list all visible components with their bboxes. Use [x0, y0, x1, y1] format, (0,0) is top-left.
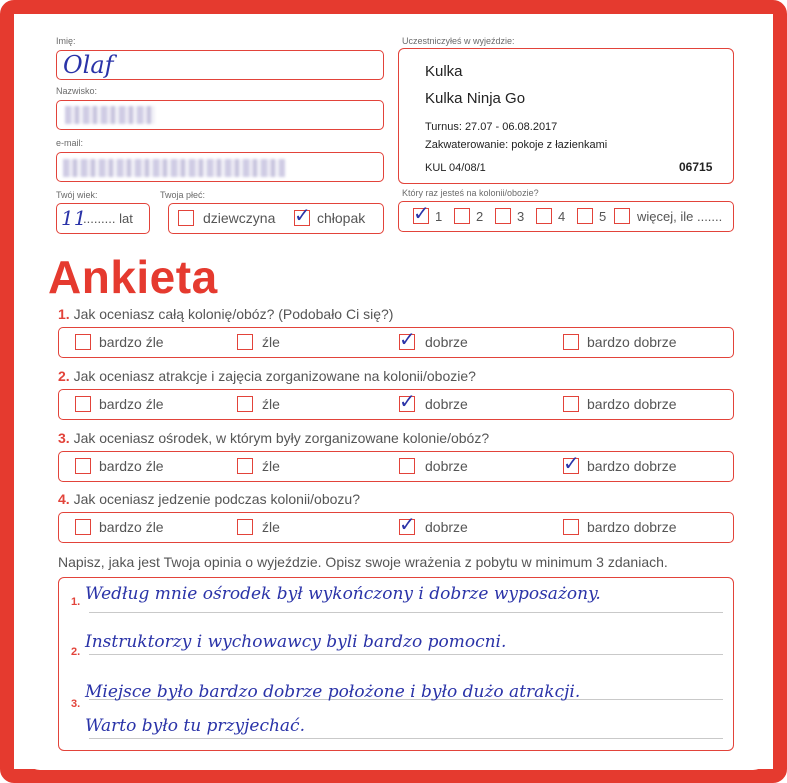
question-number: 1.: [58, 306, 70, 322]
times-option-4: 4: [558, 209, 566, 224]
question-number: 2.: [58, 368, 70, 384]
question-text: Jak oceniasz całą kolonię/obóz? (Podobało Ci się?): [73, 306, 394, 322]
gender-option-girl: dziewczyna: [203, 210, 276, 226]
answer-option-label: bardzo źle: [99, 396, 164, 412]
answer-checkbox[interactable]: [399, 327, 416, 351]
gender-checkbox-boy[interactable]: [294, 203, 311, 227]
answer-option-label: bardzo źle: [99, 458, 164, 474]
answer-checkbox[interactable]: [75, 458, 91, 474]
writing-line: [89, 738, 723, 739]
gender-label: Twoja płeć:: [160, 190, 206, 200]
writing-line: [89, 612, 723, 613]
email-field[interactable]: [56, 152, 384, 182]
opinion-num-3: 3.: [71, 698, 81, 710]
check-mark-icon: ✓: [294, 203, 311, 227]
age-label: Twój wiek:: [56, 190, 98, 200]
answer-checkbox[interactable]: [237, 458, 253, 474]
question-3: [58, 430, 489, 446]
age-value: 11: [61, 206, 87, 230]
writing-line: [89, 654, 723, 655]
age-suffix: ......... lat: [83, 211, 133, 226]
answer-checkbox[interactable]: [399, 389, 416, 413]
times-field: [398, 201, 734, 232]
times-checkbox-more[interactable]: [614, 208, 630, 224]
age-field[interactable]: [56, 203, 150, 234]
answer-row-2: [58, 389, 734, 420]
answer-checkbox[interactable]: [399, 458, 415, 474]
surname-label: Nazwisko:: [56, 86, 98, 96]
answer-option-label: bardzo źle: [99, 519, 164, 535]
opinion-sentence-3: Miejsce było bardzo dobrze położone i było dużo atrakcji.: [85, 682, 581, 702]
answer-row-4: [58, 512, 734, 543]
times-checkbox-5[interactable]: [577, 208, 593, 224]
question-text: Jak oceniasz jedzenie podczas kolonii/obozu?: [73, 491, 360, 507]
times-option-3: 3: [517, 209, 525, 224]
check-mark-icon: ✓: [399, 512, 416, 536]
surname-redacted: [65, 106, 155, 124]
survey-title: Ankieta: [48, 251, 218, 303]
times-checkbox-1[interactable]: [413, 201, 430, 225]
camp-accommodation: Zakwaterowanie: pokoje z łazienkami: [425, 139, 608, 151]
answer-option-label: źle: [262, 519, 280, 535]
gender-option-boy: chłopak: [317, 210, 366, 226]
opinion-prompt: Napisz, jaka jest Twoja opinia o wyjeździe. Opisz swoje wrażenia z pobytu w minimum 3 zdaniach.: [58, 554, 668, 570]
opinion-sentence-1: Według mnie ośrodek był wykończony i dobrze wyposażony.: [85, 584, 601, 604]
answer-checkbox[interactable]: [237, 519, 253, 535]
answer-checkbox[interactable]: [75, 334, 91, 350]
times-checkbox-2[interactable]: [454, 208, 470, 224]
answer-option-label: dobrze: [425, 519, 468, 535]
surname-field[interactable]: [56, 100, 384, 130]
answer-option-label: bardzo dobrze: [587, 519, 677, 535]
answer-checkbox[interactable]: [399, 512, 416, 536]
answer-option-label: źle: [262, 334, 280, 350]
answer-checkbox[interactable]: [563, 396, 579, 412]
opinion-box[interactable]: [58, 577, 734, 751]
answer-checkbox[interactable]: [75, 519, 91, 535]
answer-row-3: [58, 451, 734, 482]
camp-number: 06715: [679, 160, 713, 174]
question-1: [58, 306, 393, 322]
opinion-sentence-2: Instruktorzy i wychowawcy byli bardzo pomocni.: [85, 632, 507, 652]
question-number: 3.: [58, 430, 70, 446]
check-mark-icon: ✓: [399, 389, 416, 413]
gender-field: [168, 203, 384, 234]
camp-info-box: [398, 48, 734, 184]
camp-code: KUL 04/08/1: [425, 162, 486, 174]
check-mark-icon: ✓: [563, 451, 580, 475]
opinion-continuation: Warto było tu przyjechać.: [85, 716, 305, 736]
check-mark-icon: ✓: [413, 201, 430, 225]
times-checkbox-4[interactable]: [536, 208, 552, 224]
answer-option-label: bardzo dobrze: [587, 396, 677, 412]
email-label: e-mail:: [56, 138, 84, 148]
camp-line2: Kulka Ninja Go: [425, 90, 526, 107]
camp-label: Uczestniczyłeś w wyjeździe:: [402, 36, 515, 46]
times-option-1: 1: [435, 209, 443, 224]
times-checkbox-3[interactable]: [495, 208, 511, 224]
gender-checkbox-girl[interactable]: [178, 210, 194, 226]
answer-option-label: bardzo dobrze: [587, 458, 677, 474]
name-value: Olaf: [63, 51, 114, 79]
answer-checkbox[interactable]: [563, 334, 579, 350]
times-label: Który raz jesteś na kolonii/obozie?: [402, 188, 539, 198]
camp-turnus: Turnus: 27.07 - 06.08.2017: [425, 121, 558, 133]
answer-option-label: źle: [262, 396, 280, 412]
answer-option-label: dobrze: [425, 458, 468, 474]
answer-checkbox[interactable]: [237, 396, 253, 412]
name-field[interactable]: [56, 50, 384, 80]
question-number: 4.: [58, 491, 70, 507]
times-option-2: 2: [476, 209, 484, 224]
answer-checkbox[interactable]: [563, 451, 580, 475]
answer-checkbox[interactable]: [75, 396, 91, 412]
answer-checkbox[interactable]: [237, 334, 253, 350]
camp-line1: Kulka: [425, 63, 463, 80]
times-option-more: więcej, ile .......: [637, 209, 723, 224]
question-text: Jak oceniasz atrakcje i zajęcia zorganizowane na kolonii/obozie?: [73, 368, 476, 384]
name-label: Imię:: [56, 36, 76, 46]
answer-option-label: źle: [262, 458, 280, 474]
answer-option-label: bardzo źle: [99, 334, 164, 350]
check-mark-icon: ✓: [399, 327, 416, 351]
question-2: [58, 368, 476, 384]
answer-checkbox[interactable]: [563, 519, 579, 535]
opinion-num-2: 2.: [71, 646, 81, 658]
answer-option-label: dobrze: [425, 334, 468, 350]
question-4: [58, 491, 360, 507]
email-redacted: [63, 159, 285, 177]
question-text: Jak oceniasz ośrodek, w którym były zorganizowane kolonie/obóz?: [73, 430, 490, 446]
answer-option-label: dobrze: [425, 396, 468, 412]
answer-option-label: bardzo dobrze: [587, 334, 677, 350]
answer-row-1: [58, 327, 734, 358]
opinion-num-1: 1.: [71, 596, 81, 608]
times-option-5: 5: [599, 209, 607, 224]
